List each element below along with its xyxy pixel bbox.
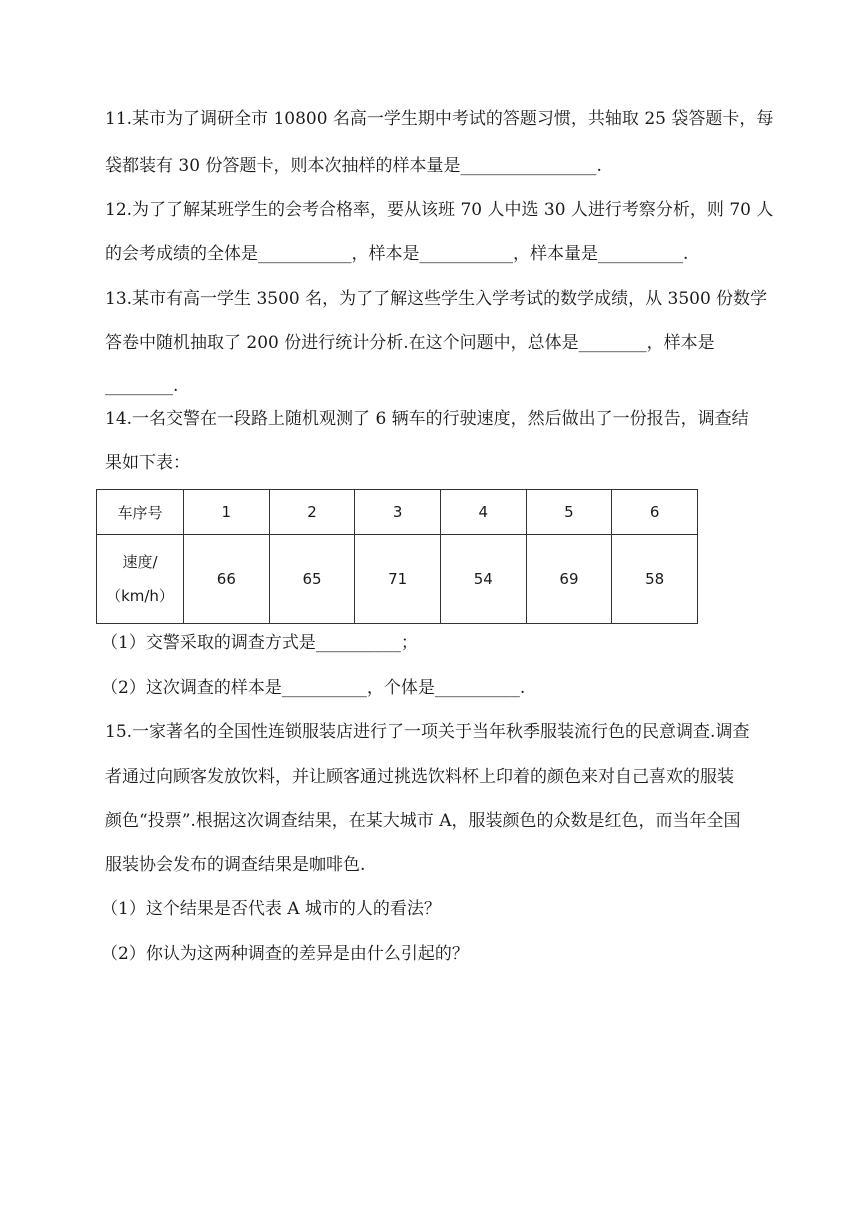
- table-header-car-number: 车序号: [97, 490, 184, 535]
- q13-line3: ________.: [105, 376, 179, 396]
- q15-sub2: （2）你认为这两种调查的差异是由什么引起的？: [101, 944, 469, 964]
- q15-line4: 服装协会发布的调查结果是咖啡色.: [105, 855, 366, 875]
- q14-line1: 14.一名交警在一段路上随机观测了 6 辆车的行驶速度，然后做出了一份报告，调查结: [105, 409, 749, 429]
- speed-unit: （km/h）: [106, 587, 174, 605]
- q11-line1: 11.某市为了调研全市 10800 名高一学生期中考试的答题习惯，共轴取 25 袋答题卡，每: [105, 109, 774, 129]
- q11-line2: 袋都装有 30 份答题卡，则本次抽样的样本量是________________.: [105, 156, 602, 176]
- car-number-cell: 4: [440, 490, 526, 535]
- speed-label: 速度/: [122, 553, 158, 571]
- q15-line3: 颜色“投票”.根据这次调查结果，在某大城市 A，服装颜色的众数是红色，而当年全国: [105, 811, 741, 831]
- car-number-cell: 5: [526, 490, 612, 535]
- q15-line2: 者通过向顾客发放饮料，并让顾客通过挑选饮料杯上印着的颜色来对自己喜欢的服装: [105, 767, 734, 787]
- q13-line2: 答卷中随机抽取了 200 份进行统计分析.在这个问题中，总体是________，样本是: [105, 333, 715, 353]
- speed-cell: 66: [184, 535, 270, 624]
- q15-sub1: （1）这个结果是否代表 A 城市的人的看法？: [101, 899, 441, 919]
- speed-cell: 69: [526, 535, 612, 624]
- table-row: [97, 490, 698, 535]
- q12-line1: 12.为了了解某班学生的会考合格率，要从该班 70 人中选 30 人进行考察分析，则 70 人: [105, 200, 774, 220]
- speed-cell: 65: [269, 535, 355, 624]
- speed-table: [96, 489, 698, 624]
- q12-line2: 的会考成绩的全体是___________，样本是___________，样本量是__________.: [105, 244, 689, 264]
- q14-line2: 果如下表：: [105, 453, 190, 473]
- speed-cell: 58: [612, 535, 698, 624]
- speed-cell: 71: [355, 535, 441, 624]
- speed-cell: 54: [440, 535, 526, 624]
- q13-line1: 13.某市有高一学生 3500 名，为了了解这些学生入学考试的数学成绩，从 3500 份数学: [105, 289, 768, 309]
- car-number-cell: 1: [184, 490, 270, 535]
- car-number-cell: 2: [269, 490, 355, 535]
- table-header-speed: [97, 535, 184, 624]
- q14-sub1: （1）交警采取的调查方式是__________；: [101, 633, 418, 653]
- car-number-cell: 6: [612, 490, 698, 535]
- car-number-cell: 3: [355, 490, 441, 535]
- q14-sub2: （2）这次调查的样本是__________，个体是__________.: [101, 678, 526, 698]
- q15-line1: 15.一家著名的全国性连锁服装店进行了一项关于当年秋季服装流行色的民意调查.调查: [105, 722, 750, 742]
- table-row: [97, 535, 698, 624]
